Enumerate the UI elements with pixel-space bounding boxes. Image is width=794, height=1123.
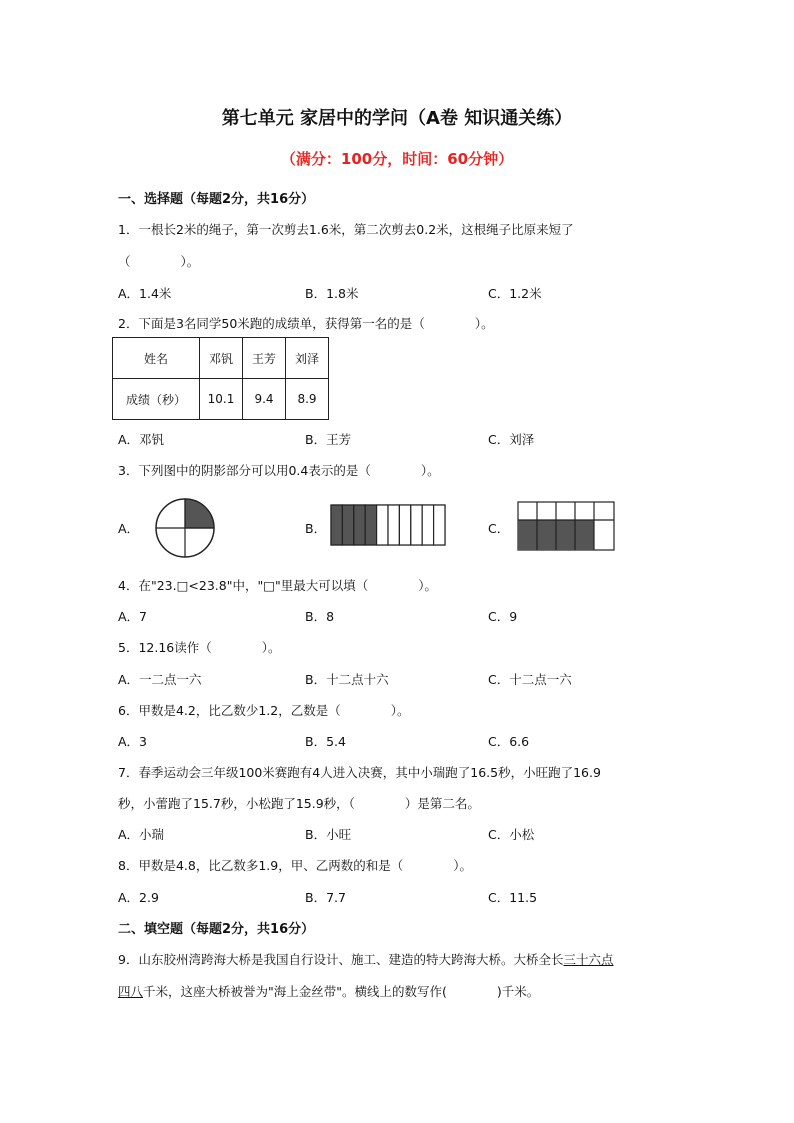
question-7-text-continued: 秒，小蕾跑了15.7秒，小松跑了15.9秒，（ ）是第二名。 (118, 796, 480, 811)
question-1-option-c: C．1.2米 (488, 286, 542, 301)
question-6-text: 6．甲数是4.2，比乙数少1.2，乙数是（ ）。 (118, 703, 410, 718)
question-2-option-b: B．王芳 (305, 432, 352, 447)
table-header-cell: 王芳 (243, 338, 286, 379)
underlined-number-words-continued: 四八 (118, 984, 144, 999)
question-7-option-b: B．小旺 (305, 827, 352, 842)
ten-column-bar-figure (330, 504, 446, 546)
question-7-option-a: A．小瑞 (118, 827, 165, 842)
table-row (113, 379, 329, 420)
question-8-option-a: A．2.9 (118, 890, 159, 905)
question-7-option-c: C．小松 (488, 827, 535, 842)
question-1-option-b: B．1.8米 (305, 286, 359, 301)
bar-column (388, 505, 399, 545)
question-8-option-b: B．7.7 (305, 890, 346, 905)
question-5-option-c: C．十二点一六 (488, 672, 572, 687)
question-2-option-c: C．刘泽 (488, 432, 535, 447)
question-4-text: 4．在"23.□<23.8"中，"□"里最大可以填（ ）。 (118, 578, 438, 593)
section-heading-choice: 一、选择题（每题2分，共16分） (118, 192, 315, 207)
scores-table (112, 337, 329, 420)
question-6-option-a: A．3 (118, 734, 148, 749)
table-row (113, 338, 329, 379)
question-2-option-a: A．邓钒 (118, 432, 165, 447)
question-1-text: 1．一根长2米的绳子，第一次剪去1.6米，第二次剪去0.2米，这根绳子比原来短了 (118, 222, 574, 237)
bar-column (331, 505, 342, 545)
bar-column (399, 505, 410, 545)
question-4-option-c: C．9 (488, 609, 518, 624)
question-6-option-b: B．5.4 (305, 734, 346, 749)
question-8-option-c: C．11.5 (488, 890, 538, 905)
table-cell: 成绩（秒） (113, 379, 200, 420)
question-9-text (118, 950, 613, 968)
table-header-cell: 刘泽 (286, 338, 329, 379)
bar-column (422, 505, 433, 545)
question-3-option-c: C． (488, 521, 510, 536)
table-header-cell: 邓钒 (200, 338, 243, 379)
question-3-option-a: A． (118, 521, 140, 536)
question-3-option-b: B． (305, 521, 327, 536)
question-5-option-b: B．十二点十六 (305, 672, 389, 687)
table-cell: 8.9 (286, 379, 329, 420)
underlined-number-words: 三十六点 (563, 952, 614, 967)
question-5-text: 5．12.16读作（ ）。 (118, 640, 281, 655)
bar-column (377, 505, 388, 545)
page-title: 第七单元 家居中的学问（A卷 知识通关练） (221, 108, 573, 129)
section-heading-fill-in: 二、填空题（每题2分，共16分） (118, 922, 315, 937)
table-header-cell: 姓名 (113, 338, 200, 379)
question-9-text-continued (118, 982, 539, 1000)
question-4-option-a: A．7 (118, 609, 148, 624)
bar-column (434, 505, 445, 545)
table-cell: 10.1 (200, 379, 243, 420)
question-1-option-a: A．1.4米 (118, 286, 172, 301)
question-4-option-b: B．8 (305, 609, 335, 624)
question-9-text-part: 9．山东胶州湾跨海大桥是我国自行设计、施工、建造的特大跨海大桥。大桥全长 (118, 952, 564, 967)
question-2-text: 2．下面是3名同学50米跑的成绩单，获得第一名的是（ ）。 (118, 316, 494, 331)
shaded-grid-figure (517, 501, 615, 551)
question-8-text: 8．甲数是4.8，比乙数多1.9，甲、乙两数的和是（ ）。 (118, 858, 472, 873)
bar-column (354, 505, 365, 545)
bar-column (411, 505, 422, 545)
bar-column (365, 505, 376, 545)
question-7-text: 7．春季运动会三年级100米赛跑有4人进入决赛，其中小瑞跑了16.5秒，小旺跑了16.9 (118, 765, 601, 780)
bar-column (342, 505, 353, 545)
question-9-blank: 千米，这座大桥被誉为"海上金丝带"。横线上的数写作( )千米。 (143, 984, 540, 999)
question-5-option-a: A．一二点一六 (118, 672, 202, 687)
question-1-blank: （ ）。 (118, 254, 200, 269)
quarter-shaded-circle-figure (154, 497, 216, 559)
page-subtitle: （满分：100分，时间：60分钟） (280, 150, 514, 168)
question-6-option-c: C．6.6 (488, 734, 530, 749)
table-cell: 9.4 (243, 379, 286, 420)
question-3-text: 3．下列图中的阴影部分可以用0.4表示的是（ ）。 (118, 463, 440, 478)
